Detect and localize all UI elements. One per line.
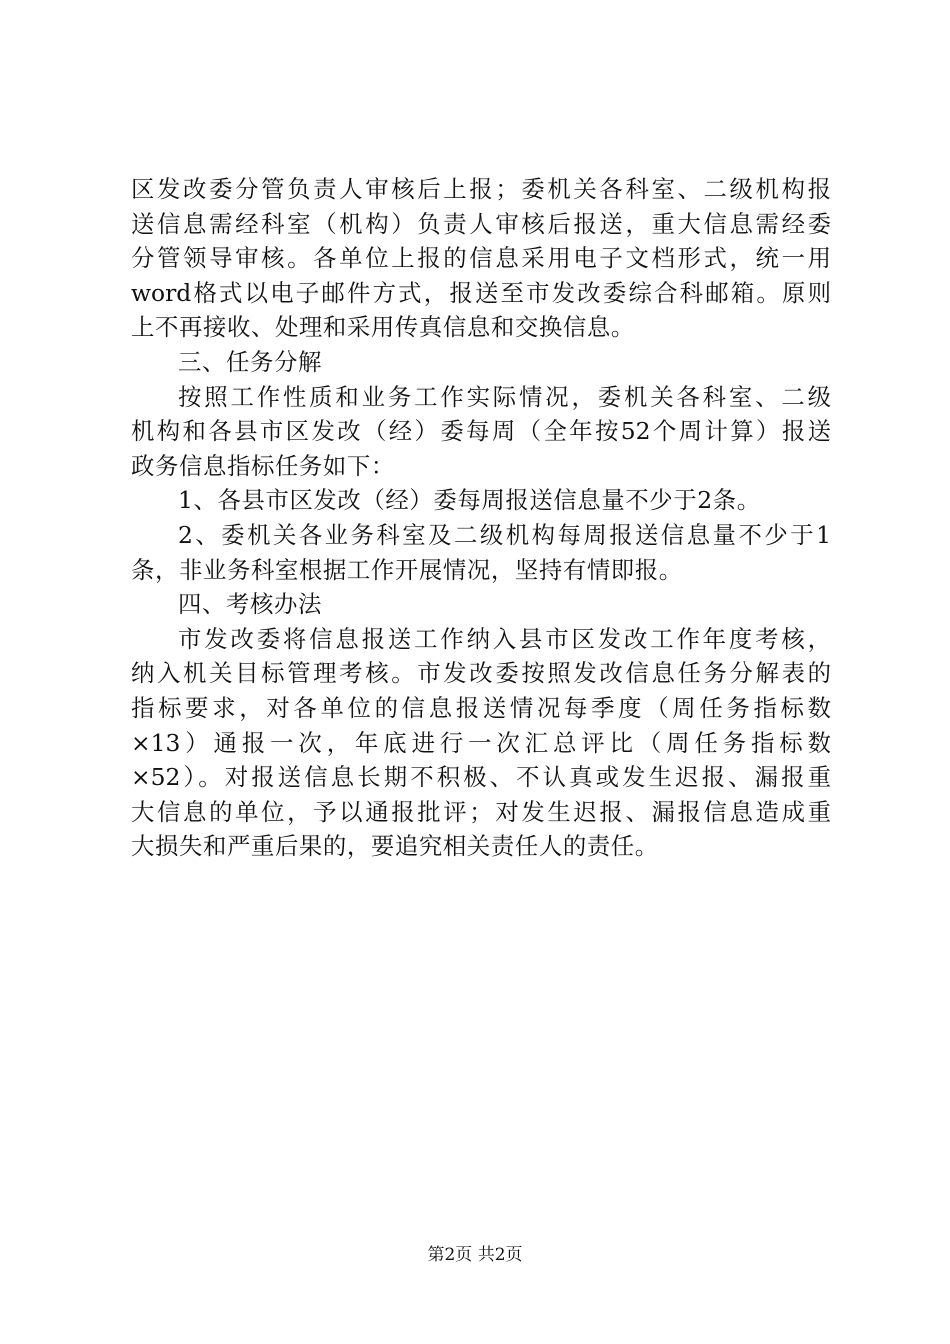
paragraph-line: 指标要求，对各单位的信息报送情况每季度（周任务指标数 — [131, 693, 831, 722]
list-item: 1、各县市区发改（经）委每周报送信息量不少于2条。 — [178, 486, 761, 515]
paragraph-line: 纳入机关目标管理考核。市发改委按照发改信息任务分解表的 — [131, 659, 831, 688]
paragraph-line: ×13）通报一次，年底进行一次汇总评比（周任务指标数 — [131, 728, 831, 757]
paragraph-line: 机构和各县市区发改（经）委每周（全年按52个周计算）报送 — [131, 417, 831, 446]
paragraph-line: 区发改委分管负责人审核后上报；委机关各科室、二级机构报 — [131, 175, 831, 203]
paragraph-line: 政务信息指标任务如下： — [131, 451, 395, 480]
section-heading: 三、任务分解 — [178, 347, 322, 376]
paragraph-line: 分管领导审核。各单位上报的信息采用电子文档形式，统一用 — [131, 244, 831, 273]
paragraph-line: 市发改委将信息报送工作纳入县市区发改工作年度考核， — [178, 624, 831, 653]
paragraph-line: 送信息需经科室（机构）负责人审核后报送，重大信息需经委 — [131, 209, 831, 238]
page-footer: 第2页 共2页 — [427, 1245, 523, 1265]
list-item: 2、委机关各业务科室及二级机构每周报送信息量不少于1 — [178, 520, 831, 549]
paragraph-line: 上不再接收、处理和采用传真信息和交换信息。 — [131, 313, 635, 342]
paragraph-line: 大损失和严重后果的，要追究相关责任人的责任。 — [131, 832, 659, 861]
paragraph-line: ×52）。对报送信息长期不积极、不认真或发生迟报、漏报重 — [131, 763, 831, 792]
paragraph-line: 条，非业务科室根据工作开展情况，坚持有情即报。 — [131, 555, 683, 584]
document-body — [131, 172, 831, 864]
paragraph-line: word格式以电子邮件方式，报送至市发改委综合科邮箱。原则 — [131, 278, 831, 307]
section-heading: 四、考核办法 — [178, 590, 322, 619]
paragraph-line: 大信息的单位，予以通报批评；对发生迟报、漏报信息造成重 — [131, 797, 831, 826]
paragraph-line: 按照工作性质和业务工作实际情况，委机关各科室、二级 — [178, 382, 831, 411]
